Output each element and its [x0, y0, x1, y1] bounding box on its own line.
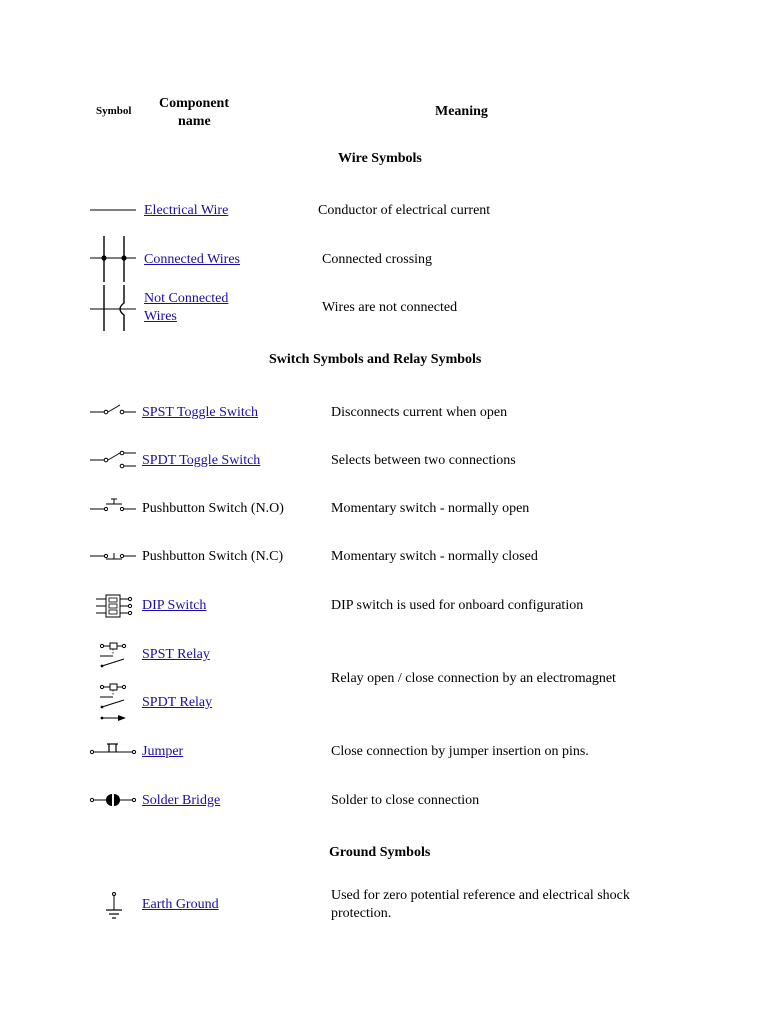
- not-connected-wires-icon: [90, 285, 136, 331]
- dip-switch-icon: [96, 594, 132, 618]
- header-meaning: Meaning: [435, 104, 488, 119]
- earth-ground-meaning-line2: protection.: [331, 906, 392, 921]
- dip-switch-link[interactable]: DIP Switch: [142, 598, 207, 613]
- spst-toggle-switch-link[interactable]: SPST Toggle Switch: [142, 405, 258, 420]
- pushbutton-no-label: Pushbutton Switch (N.O): [142, 501, 284, 516]
- dip-switch-meaning: DIP switch is used for onboard configuration: [331, 598, 584, 613]
- spst-relay-link[interactable]: SPST Relay: [142, 647, 210, 662]
- section-ground-symbols: Ground Symbols: [329, 845, 431, 860]
- not-connected-wires-meaning: Wires are not connected: [322, 300, 458, 315]
- jumper-link[interactable]: Jumper: [142, 744, 184, 759]
- spst-toggle-switch-meaning: Disconnects current when open: [331, 405, 508, 420]
- section-switch-relay-symbols: Switch Symbols and Relay Symbols: [269, 352, 482, 367]
- jumper-meaning: Close connection by jumper insertion on pins.: [331, 744, 589, 759]
- spst-relay-icon: [98, 640, 128, 670]
- pushbutton-no-icon: [90, 497, 136, 513]
- spdt-relay-link[interactable]: SPDT Relay: [142, 695, 213, 710]
- solder-bridge-link[interactable]: Solder Bridge: [142, 793, 221, 808]
- relay-meaning: Relay open / close connection by an electromagnet: [331, 671, 616, 686]
- earth-ground-icon: [104, 892, 124, 920]
- wire-icon: [90, 205, 136, 215]
- header-symbol: Symbol: [96, 105, 132, 117]
- pushbutton-nc-meaning: Momentary switch - normally closed: [331, 549, 538, 564]
- spdt-toggle-switch-icon: [90, 450, 136, 470]
- header-component-line2: name: [178, 114, 211, 129]
- pushbutton-no-meaning: Momentary switch - normally open: [331, 501, 530, 516]
- not-connected-wires-link-line1[interactable]: Not Connected: [144, 291, 229, 306]
- earth-ground-meaning-line1: Used for zero potential reference and electrical shock: [331, 888, 630, 903]
- spdt-relay-icon: [98, 681, 128, 723]
- connected-wires-meaning: Connected crossing: [322, 252, 433, 267]
- earth-ground-link[interactable]: Earth Ground: [142, 897, 219, 912]
- not-connected-wires-link-line2[interactable]: Wires: [144, 309, 177, 324]
- connected-wires-link[interactable]: Connected Wires: [144, 252, 240, 267]
- spdt-toggle-switch-meaning: Selects between two connections: [331, 453, 516, 468]
- solder-bridge-icon: [90, 791, 136, 809]
- connected-wires-icon: [90, 236, 136, 282]
- electrical-wire-link[interactable]: Electrical Wire: [144, 203, 229, 218]
- section-wire-symbols: Wire Symbols: [338, 151, 422, 166]
- header-component-line1: Component: [159, 96, 230, 111]
- electrical-wire-meaning: Conductor of electrical current: [318, 203, 491, 218]
- solder-bridge-meaning: Solder to close connection: [331, 793, 480, 808]
- pushbutton-nc-icon: [90, 547, 136, 563]
- jumper-icon: [90, 740, 136, 758]
- pushbutton-nc-label: Pushbutton Switch (N.C): [142, 549, 284, 564]
- spst-toggle-switch-icon: [90, 402, 136, 418]
- spdt-toggle-switch-link[interactable]: SPDT Toggle Switch: [142, 453, 261, 468]
